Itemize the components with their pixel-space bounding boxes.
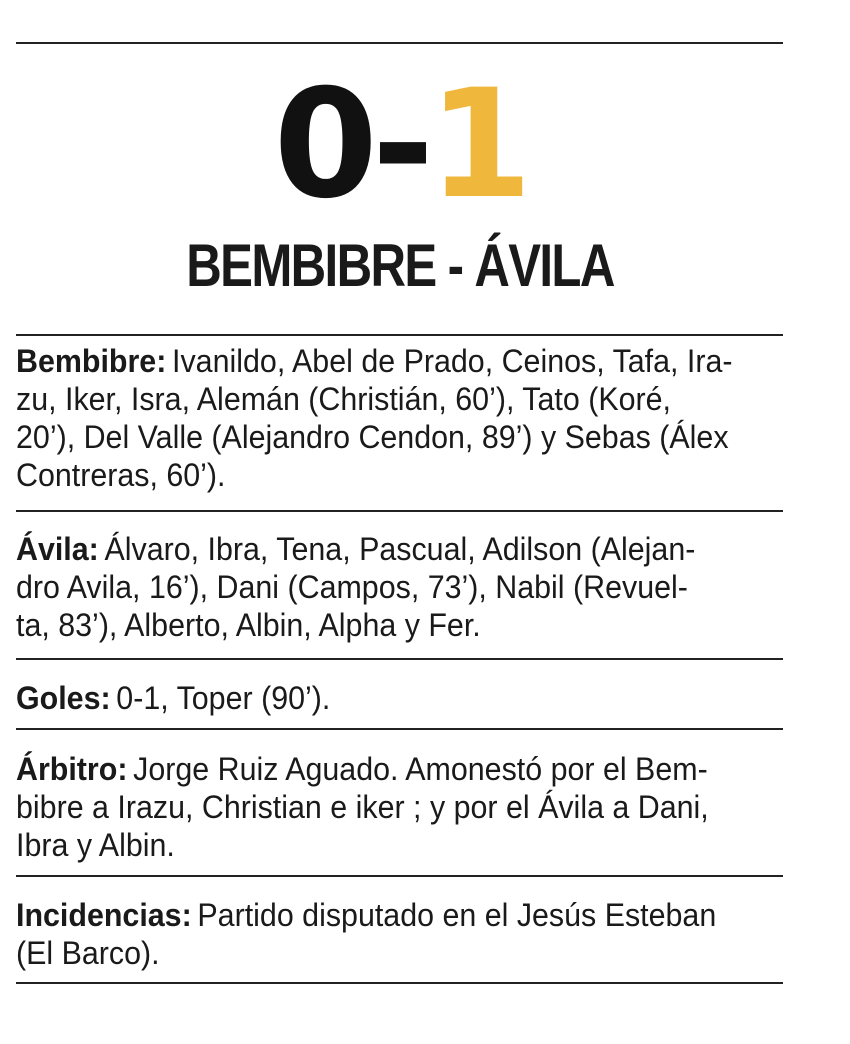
top-rule [16, 42, 783, 44]
section-line: ta, 83’), Alberto, Albin, Alpha y Fer. [16, 607, 481, 643]
home-score: 0 [273, 58, 372, 232]
section-line: zu, Iker, Isra, Alemán (Christián, 60’), Tato (Koré, [16, 381, 671, 417]
section-label: Goles: [16, 680, 111, 716]
divider-title [16, 334, 783, 336]
section-line: Álvaro, Ibra, Tena, Pascual, Adilson (Alejan- [104, 531, 696, 567]
section-label: Bembibre: [16, 343, 167, 379]
section-line: dro Avila, 16’), Dani (Campos, 73’), Nabil (Revuel- [16, 569, 688, 605]
section-line: Ivanildo, Abel de Prado, Ceinos, Tafa, Ira- [172, 343, 733, 379]
section-line: 0-1, Toper (90’). [116, 680, 331, 716]
referee [16, 750, 776, 864]
match-title: BEMBIBRE - ÁVILA [186, 232, 614, 299]
section-label: Ávila: [16, 531, 99, 567]
section-label: Incidencias: [16, 897, 192, 933]
divider-1 [16, 510, 783, 512]
lineup-bembibre [16, 342, 776, 494]
section-line: bibre a Irazu, Christian e iker ; y por el Ávila a Dani, [16, 789, 709, 825]
incidents [16, 896, 776, 972]
section-label: Árbitro: [16, 751, 128, 787]
bottom-rule [16, 982, 783, 984]
divider-2 [16, 658, 783, 660]
scoreline [0, 58, 800, 232]
section-line: Ibra y Albin. [16, 827, 175, 863]
section-line: Partido disputado en el Jesús Esteban [197, 897, 717, 933]
lineup-avila [16, 530, 776, 644]
goals [16, 679, 776, 717]
divider-4 [16, 875, 783, 877]
divider-3 [16, 728, 783, 730]
away-score: 1 [428, 58, 527, 232]
section-line: (El Barco). [16, 935, 160, 971]
section-line: Contreras, 60’). [16, 457, 226, 493]
score-separator: - [371, 58, 429, 232]
section-line: 20’), Del Valle (Alejandro Cendon, 89’) y Sebas (Álex [16, 419, 729, 455]
section-line: Jorge Ruiz Aguado. Amonestó por el Bem- [133, 751, 708, 787]
